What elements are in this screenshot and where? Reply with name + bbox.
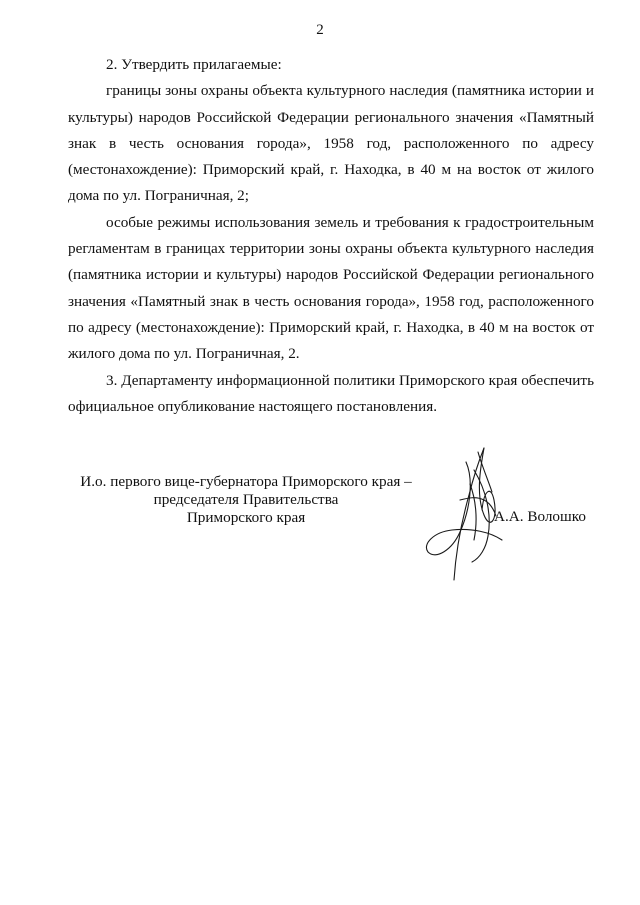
paragraph-land-use-regimes: особые режимы использования земель и требования к градостроительным регламентам в границах территории зоны охраны объекта культурного наследия (памятника истории и культуры) народов Российской Федерации регионального значения «Памятный знак в честь основания города», 1958 год, расположенного по адресу (местонахождение): Приморский край, г. Находка, в 40 м на восток от жилого дома по ул. Пограничная, 2.: [68, 213, 594, 363]
signatory-title-line: председателя Правительства: [153, 491, 339, 509]
paragraph-protection-zone-boundaries: границы зоны охраны объекта культурного наследия (памятника истории и культуры) народов Российской Федерации регионального значения «Памятный знак в честь основания города», 1958 год, расположенного по адресу (местонахождение): Приморский край, г. Находка, в 40 м на восток от жилого дома по ул. Пограничная, 2;: [68, 82, 594, 205]
signatory-name: А.А. Волошко: [494, 508, 586, 525]
signatory-title-line: И.о. первого вице-губернатора Приморского края –: [80, 473, 412, 490]
paragraph-publication: 3. Департаменту информационной политики Приморского края обеспечить официальное опубликование настоящего постановления.: [68, 371, 594, 415]
paragraph-approve: 2. Утвердить прилагаемые:: [106, 56, 282, 73]
document-body: [68, 52, 594, 420]
signatory-title: [66, 473, 426, 528]
signatory-title-line: Приморского края: [186, 509, 306, 527]
page-number: 2: [316, 22, 324, 38]
